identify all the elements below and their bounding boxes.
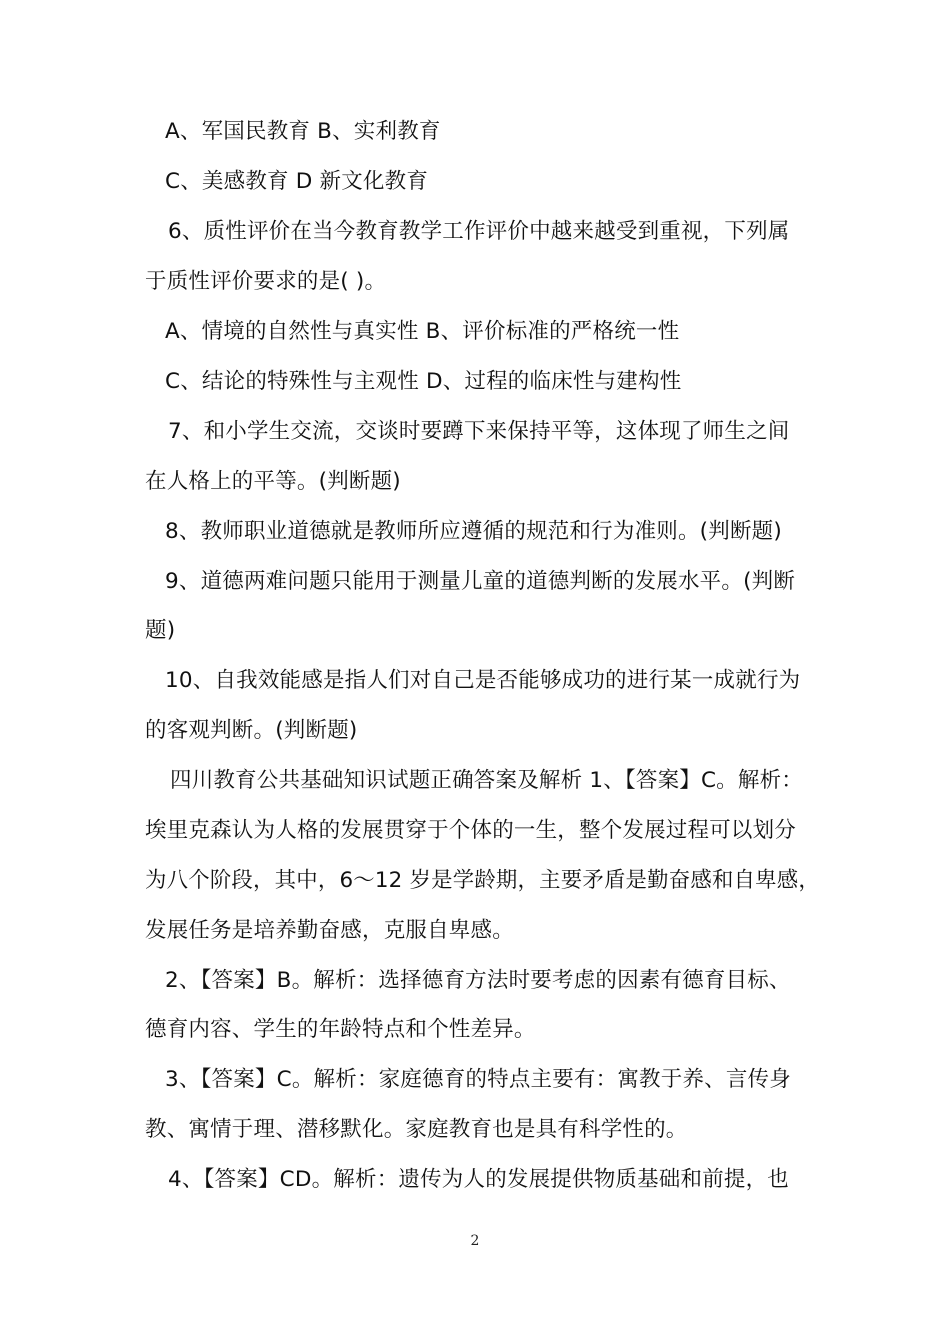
text-line-question-8: 8、教师职业道德就是教师所应遵循的规范和行为准则。(判断题): [165, 519, 782, 544]
text-line-question-9-cont: 题): [145, 618, 176, 643]
text-line-question-10-cont: 的客观判断。(判断题): [145, 718, 358, 743]
text-line-option-ab-5: A、军国民教育 B、实利教育: [165, 119, 441, 144]
text-line-answer-4: 4、【答案】CD。解析：遗传为人的发展提供物质基础和前提，也: [168, 1167, 789, 1192]
text-line-question-9: 9、道德两难问题只能用于测量儿童的道德判断的发展水平。(判断: [165, 569, 796, 594]
text-line-answer-2: 2、【答案】B。解析：选择德育方法时要考虑的因素有德育目标、: [165, 968, 791, 993]
text-line-answer-1-cont-b: 为八个阶段，其中，6～12 岁是学龄期，主要矛盾是勤奋感和自卑感，: [145, 868, 821, 893]
text-line-answer-2-cont: 德育内容、学生的年龄特点和个性差异。: [145, 1017, 536, 1042]
page-number: 2: [470, 1233, 480, 1249]
text-line-answer-1-cont-a: 埃里克森认为人格的发展贯穿于个体的一生，整个发展过程可以划分: [145, 818, 797, 843]
text-line-option-cd-5: C、美感教育 D 新文化教育: [165, 169, 429, 194]
text-line-option-ab-6: A、情境的自然性与真实性 B、评价标准的严格统一性: [165, 319, 680, 344]
text-line-answer-3-cont: 教、寓情于理、潜移默化。家庭教育也是具有科学性的。: [145, 1117, 688, 1142]
text-line-question-6-cont: 于质性评价要求的是( )。: [145, 269, 387, 294]
text-line-question-10: 10、自我效能感是指人们对自己是否能够成功的进行某一成就行为: [165, 668, 801, 693]
text-line-question-6: 6、质性评价在当今教育教学工作评价中越来越受到重视，下列属: [168, 219, 790, 244]
text-line-answers-heading: 四川教育公共基础知识试题正确答案及解析 1、【答案】C。解析：: [170, 768, 803, 793]
text-line-question-7-cont: 在人格上的平等。(判断题): [145, 469, 401, 494]
text-line-question-7: 7、和小学生交流，交谈时要蹲下来保持平等，这体现了师生之间: [168, 419, 790, 444]
text-line-answer-1-cont-c: 发展任务是培养勤奋感，克服自卑感。: [145, 918, 514, 943]
text-line-answer-3: 3、【答案】C。解析：家庭德育的特点主要有：寓教于养、言传身: [165, 1067, 791, 1092]
text-line-option-cd-6: C、结论的特殊性与主观性 D、过程的临床性与建构性: [165, 369, 682, 394]
